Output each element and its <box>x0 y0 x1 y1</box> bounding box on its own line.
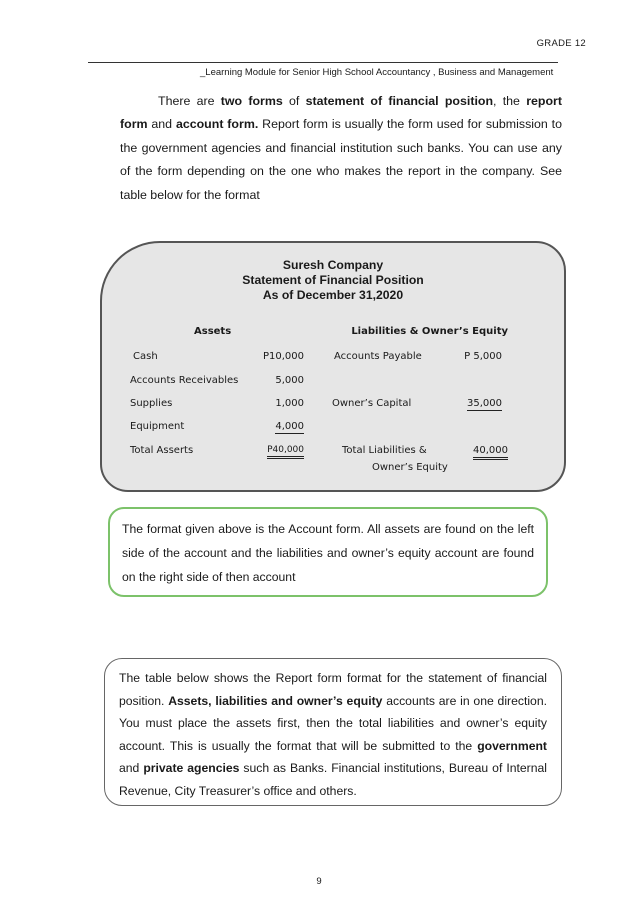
asset-label: Accounts Receivables <box>130 375 239 386</box>
intro-paragraph <box>120 90 562 207</box>
note-bold: private agencies <box>143 761 240 776</box>
header-rule <box>88 62 558 63</box>
asset-total-amount: P40,000 <box>267 445 304 459</box>
statement-date: As of December 31,2020 <box>262 288 404 302</box>
note-text: and <box>119 761 144 776</box>
asset-total-label: Total Asserts <box>130 445 194 456</box>
assets-header: Assets <box>194 326 232 337</box>
asset-amount: 5,000 <box>275 375 304 386</box>
note-text: The table below shows the Report form format for the statement of financial position. <box>119 671 547 708</box>
account-form-note-text: The format given above is the Account form. All assets are found on the left side of the account and the liabilities and owner’s equity account are found on the right side of then account <box>122 522 534 584</box>
asset-amount: P10,000 <box>262 351 304 362</box>
intro-bold: report form <box>120 94 563 132</box>
note-text: such as Banks. Financial institutions, Bureau of Internal Revenue, City Treasurer’s office and others. <box>119 761 547 798</box>
liability-label: Accounts Payable <box>334 351 422 362</box>
liability-amount: 35,000 <box>467 398 502 409</box>
company-name: Suresh Company <box>282 258 384 272</box>
module-subtitle: _Learning Module for Senior High School Accountancy , Business and Management <box>200 67 554 78</box>
owners-equity-label: Owner’s Equity <box>372 462 448 473</box>
asset-label: Equipment <box>130 421 185 432</box>
report-form-note-text <box>119 667 547 803</box>
asset-amount: 1,000 <box>275 398 304 409</box>
liability-label: Owner’s Capital <box>332 398 412 409</box>
page-number: 9 <box>316 876 322 887</box>
note-bold: Assets, liabilities and owner’s equity <box>168 693 383 708</box>
grade-label: GRADE 12 <box>536 38 586 49</box>
liability-total-label: Total Liabilities & <box>342 445 427 456</box>
intro-bold: account form. <box>175 117 259 132</box>
intro-text: There are <box>158 94 221 108</box>
asset-label: Supplies <box>130 398 173 409</box>
liability-amount: P 5,000 <box>464 351 502 362</box>
note-text: accounts are in one direction. You must place the assets first, then the total liabilities and owner’s equity account. This is usually the format that will be submitted to the <box>119 693 548 753</box>
asset-amount: 4,000 <box>275 421 304 432</box>
financial-statement-box <box>100 241 566 492</box>
report-form-note <box>104 658 562 806</box>
intro-text: and <box>147 117 176 132</box>
intro-bold: statement of financial position <box>305 94 494 108</box>
account-form-note <box>108 507 548 597</box>
intro-text: of <box>282 94 306 108</box>
note-bold: government <box>477 738 547 753</box>
statement-title: Statement of Financial Position <box>242 273 424 287</box>
intro-text: , the <box>493 94 527 108</box>
intro-bold: two forms <box>220 94 283 108</box>
intro-text: Report form is usually the form used for submission to the government agencies and financial institution such banks. You can use any of the form depending on the one who makes the report in the company. See table below for the format <box>120 117 562 202</box>
asset-label: Cash <box>133 351 158 362</box>
liabilities-header: Liabilities & Owner’s Equity <box>351 326 508 337</box>
liability-total-amount: 40,000 <box>473 445 508 460</box>
